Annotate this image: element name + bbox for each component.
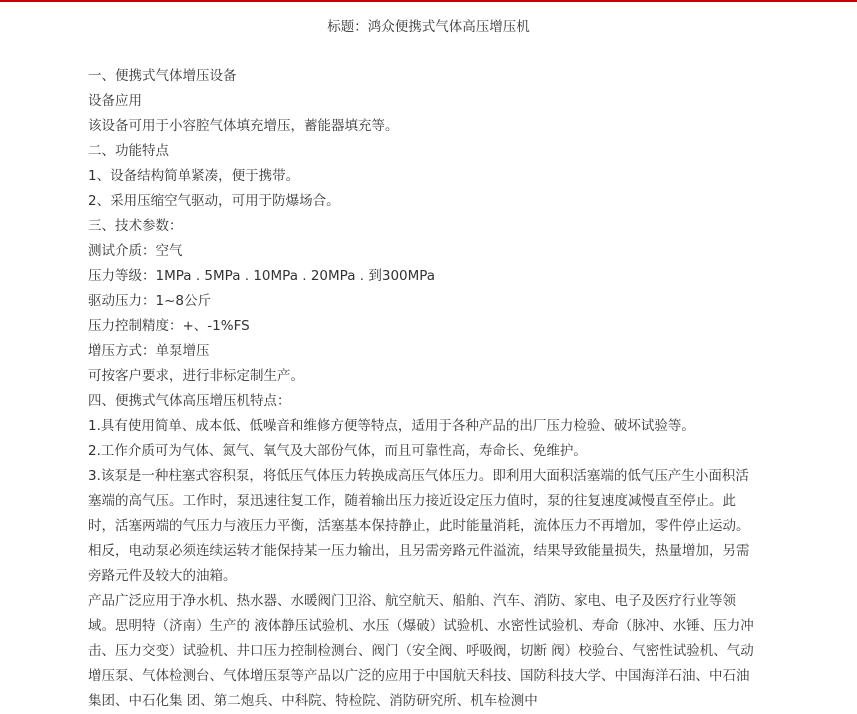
spec-control-accuracy: 压力控制精度：+、-1%FS (88, 318, 250, 334)
text-line: 1、设备结构简单紧凑，便于携带。 (88, 168, 300, 184)
text-line: 设备应用 (88, 93, 142, 109)
section-heading-4: 四、便携式气体高压增压机特点： (88, 393, 291, 409)
text-line: 可按客户要求，进行非标定制生产。 (88, 368, 304, 384)
application-paragraph: 产品广泛应用于净水机、热水器、水暖阀门卫浴、航空航天、船舶、汽车、消防、家电、电子及医疗行业等领域。思明特（济南）生产的 液体静压试验机、水压（爆破）试验机、水密性试验机、寿命（脉冲、水锤、压力冲击、压力交变）试验机、井口压力控制检测台、阀门（安全阀、呼吸阀，切断 阀）校验台、气密性试验机、气动增压泵、气体检测台、气体增压泵等产品以广泛的应用于中国航天科技、国防科技大学、中国海洋石油、中石油集团、中石化集 团、第二炮兵、中科院、特检院、消防研究所、机车检测中 (88, 593, 754, 709)
page-title: 标题：鸿众便携式气体高压增压机 (327, 19, 530, 35)
section-heading-2: 二、功能特点 (88, 143, 169, 159)
spec-medium: 测试介质：空气 (88, 243, 183, 259)
feature-2: 2.工作介质可为气体、氮气、氧气及大部份气体，而且可靠性高，寿命长、免维护。 (88, 443, 587, 459)
spec-boost-method: 增压方式：单泵增压 (88, 343, 210, 359)
feature-3-paragraph: 3.该泵是一种柱塞式容积泵，将低压气体压力转换成高压气体压力。即利用大面积活塞端的低气压产生小面积活塞端的高气压。工作时，泵迅速往复工作，随着输出压力接近设定压力值时，泵的往复速度减慢直至停止。此时，活塞两端的气压力与液压力平衡，活塞基本保持静止，此时能量消耗，流体压力不再增加，零件停止运动。相反，电动泵必须连续运转才能保持某一压力输出，且另需旁路元件溢流，结果导致能量损失，热量增加，另需旁路元件及较大的油箱。 (88, 468, 750, 584)
spec-pressure-levels: 压力等级：1MPa . 5MPa . 10MPa . 20MPa . 到300MPa (88, 268, 436, 284)
top-accent-line (0, 0, 857, 2)
section-heading-3: 三、技术参数： (88, 218, 183, 234)
section-heading-1: 一、便携式气体增压设备 (88, 68, 237, 84)
text-line: 2、采用压缩空气驱动，可用于防爆场合。 (88, 193, 340, 209)
text-line: 该设备可用于小容腔气体填充增压，蓄能器填充等。 (88, 118, 399, 134)
article-body (88, 64, 760, 714)
feature-1: 1.具有使用简单、成本低、低噪音和维修方便等特点，适用于各种产品的出厂压力检验、破坏试验等。 (88, 418, 695, 434)
spec-drive-pressure: 驱动压力：1~8公斤 (88, 293, 211, 309)
